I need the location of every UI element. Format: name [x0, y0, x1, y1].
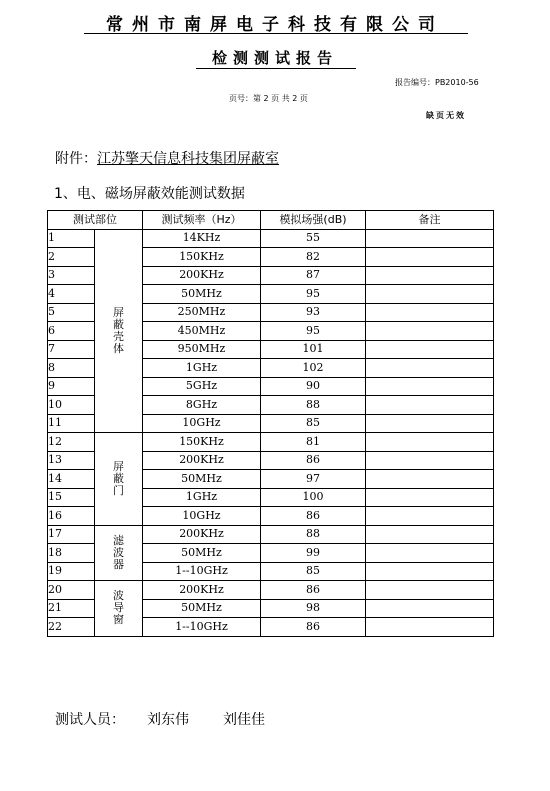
row-number: 22 [48, 618, 95, 637]
row-number: 2 [48, 248, 95, 267]
test-part-char: 屏 [113, 305, 124, 319]
table-body [48, 229, 494, 636]
frequency-cell: 200KHz [143, 525, 261, 544]
frequency-cell: 200KHz [143, 581, 261, 600]
column-header-frequency: 测试频率（Hz） [143, 211, 261, 230]
page-info: 页号：第 2 页 共 2 页 [229, 94, 308, 103]
field-strength-cell: 82 [261, 248, 366, 267]
remark-cell [366, 599, 494, 618]
row-number: 21 [48, 599, 95, 618]
field-strength-cell: 87 [261, 266, 366, 285]
remark-cell [366, 303, 494, 322]
field-strength-cell: 88 [261, 396, 366, 415]
frequency-cell: 50MHz [143, 599, 261, 618]
test-part-char: 器 [113, 557, 124, 571]
remark-cell [366, 451, 494, 470]
remark-cell [366, 414, 494, 433]
remark-cell [366, 581, 494, 600]
remark-cell [366, 470, 494, 489]
field-strength-cell: 86 [261, 581, 366, 600]
remark-cell [366, 488, 494, 507]
field-strength-cell: 81 [261, 433, 366, 452]
row-number: 6 [48, 322, 95, 341]
title-underline [196, 68, 356, 69]
frequency-cell: 1--10GHz [143, 562, 261, 581]
testers-label: 测试人员： [55, 712, 125, 728]
frequency-cell: 50MHz [143, 285, 261, 304]
table-row [48, 433, 494, 452]
test-part-char: 导 [113, 601, 124, 615]
test-part-cell [95, 525, 143, 581]
report-number: 报告编号：PB2010-56 [395, 78, 479, 87]
attachment-org: 江苏擎天信息科技集团屏蔽室 [97, 151, 279, 167]
report-title: 检测测试报告 [211, 49, 338, 67]
row-number: 19 [48, 562, 95, 581]
test-part-char: 门 [113, 483, 124, 497]
frequency-cell: 10GHz [143, 414, 261, 433]
row-number: 18 [48, 544, 95, 563]
remark-cell [366, 377, 494, 396]
column-header-remark: 备注 [366, 211, 494, 230]
attachment-line [55, 148, 279, 168]
table-row [48, 525, 494, 544]
test-part-char: 窗 [113, 613, 124, 627]
row-number: 20 [48, 581, 95, 600]
remark-cell [366, 285, 494, 304]
test-part-char: 蔽 [113, 471, 124, 485]
attachment-label: 附件： [55, 151, 97, 167]
remark-cell [366, 433, 494, 452]
frequency-cell: 14KHz [143, 229, 261, 248]
field-strength-cell: 101 [261, 340, 366, 359]
field-strength-cell: 85 [261, 562, 366, 581]
field-strength-cell: 99 [261, 544, 366, 563]
remark-cell [366, 396, 494, 415]
table-header-row [48, 211, 494, 230]
row-number: 17 [48, 525, 95, 544]
remark-cell [366, 525, 494, 544]
row-number: 4 [48, 285, 95, 304]
remark-cell [366, 544, 494, 563]
shielding-data-table [47, 210, 494, 637]
test-part-char: 波 [113, 589, 124, 603]
field-strength-cell: 90 [261, 377, 366, 396]
field-strength-cell: 86 [261, 451, 366, 470]
testers-line [55, 709, 277, 729]
section-title: 1、电、磁场屏蔽效能测试数据 [54, 186, 245, 202]
row-number: 5 [48, 303, 95, 322]
field-strength-cell: 102 [261, 359, 366, 378]
table-row [48, 581, 494, 600]
test-part-char: 屏 [113, 459, 124, 473]
frequency-cell: 50MHz [143, 470, 261, 489]
row-number: 14 [48, 470, 95, 489]
company-underline [84, 33, 468, 34]
row-number: 7 [48, 340, 95, 359]
missing-pages-note: 缺页无效 [426, 111, 466, 120]
field-strength-cell: 100 [261, 488, 366, 507]
row-number: 11 [48, 414, 95, 433]
remark-cell [366, 322, 494, 341]
frequency-cell: 150KHz [143, 248, 261, 267]
column-header-part: 测试部位 [48, 211, 143, 230]
field-strength-cell: 93 [261, 303, 366, 322]
column-header-field-strength: 模拟场强(dB) [261, 211, 366, 230]
field-strength-cell: 88 [261, 525, 366, 544]
row-number: 9 [48, 377, 95, 396]
frequency-cell: 1GHz [143, 488, 261, 507]
remark-cell [366, 618, 494, 637]
frequency-cell: 250MHz [143, 303, 261, 322]
table-row [48, 229, 494, 248]
row-number: 12 [48, 433, 95, 452]
field-strength-cell: 95 [261, 322, 366, 341]
field-strength-cell: 98 [261, 599, 366, 618]
test-part-char: 壳 [113, 329, 124, 343]
frequency-cell: 10GHz [143, 507, 261, 526]
test-part-char: 滤 [113, 533, 124, 547]
field-strength-cell: 97 [261, 470, 366, 489]
test-part-cell [95, 229, 143, 433]
frequency-cell: 450MHz [143, 322, 261, 341]
remark-cell [366, 266, 494, 285]
tester-name: 刘东伟 [147, 712, 189, 728]
frequency-cell: 1GHz [143, 359, 261, 378]
frequency-cell: 5GHz [143, 377, 261, 396]
row-number: 1 [48, 229, 95, 248]
field-strength-cell: 86 [261, 507, 366, 526]
test-part-char: 体 [113, 341, 124, 355]
frequency-cell: 1--10GHz [143, 618, 261, 637]
test-part-char: 蔽 [113, 317, 124, 331]
test-part-cell [95, 581, 143, 637]
frequency-cell: 200KHz [143, 451, 261, 470]
field-strength-cell: 86 [261, 618, 366, 637]
test-part-char: 波 [113, 545, 124, 559]
row-number: 13 [48, 451, 95, 470]
tester-name: 刘佳佳 [223, 712, 265, 728]
row-number: 3 [48, 266, 95, 285]
company-name: 常州市南屏电子科技有限公司 [106, 15, 444, 35]
field-strength-cell: 95 [261, 285, 366, 304]
frequency-cell: 200KHz [143, 266, 261, 285]
frequency-cell: 150KHz [143, 433, 261, 452]
remark-cell [366, 507, 494, 526]
field-strength-cell: 85 [261, 414, 366, 433]
remark-cell [366, 359, 494, 378]
frequency-cell: 50MHz [143, 544, 261, 563]
frequency-cell: 950MHz [143, 340, 261, 359]
remark-cell [366, 340, 494, 359]
row-number: 10 [48, 396, 95, 415]
row-number: 8 [48, 359, 95, 378]
field-strength-cell: 55 [261, 229, 366, 248]
test-part-cell [95, 433, 143, 526]
remark-cell [366, 229, 494, 248]
row-number: 15 [48, 488, 95, 507]
remark-cell [366, 248, 494, 267]
frequency-cell: 8GHz [143, 396, 261, 415]
remark-cell [366, 562, 494, 581]
row-number: 16 [48, 507, 95, 526]
